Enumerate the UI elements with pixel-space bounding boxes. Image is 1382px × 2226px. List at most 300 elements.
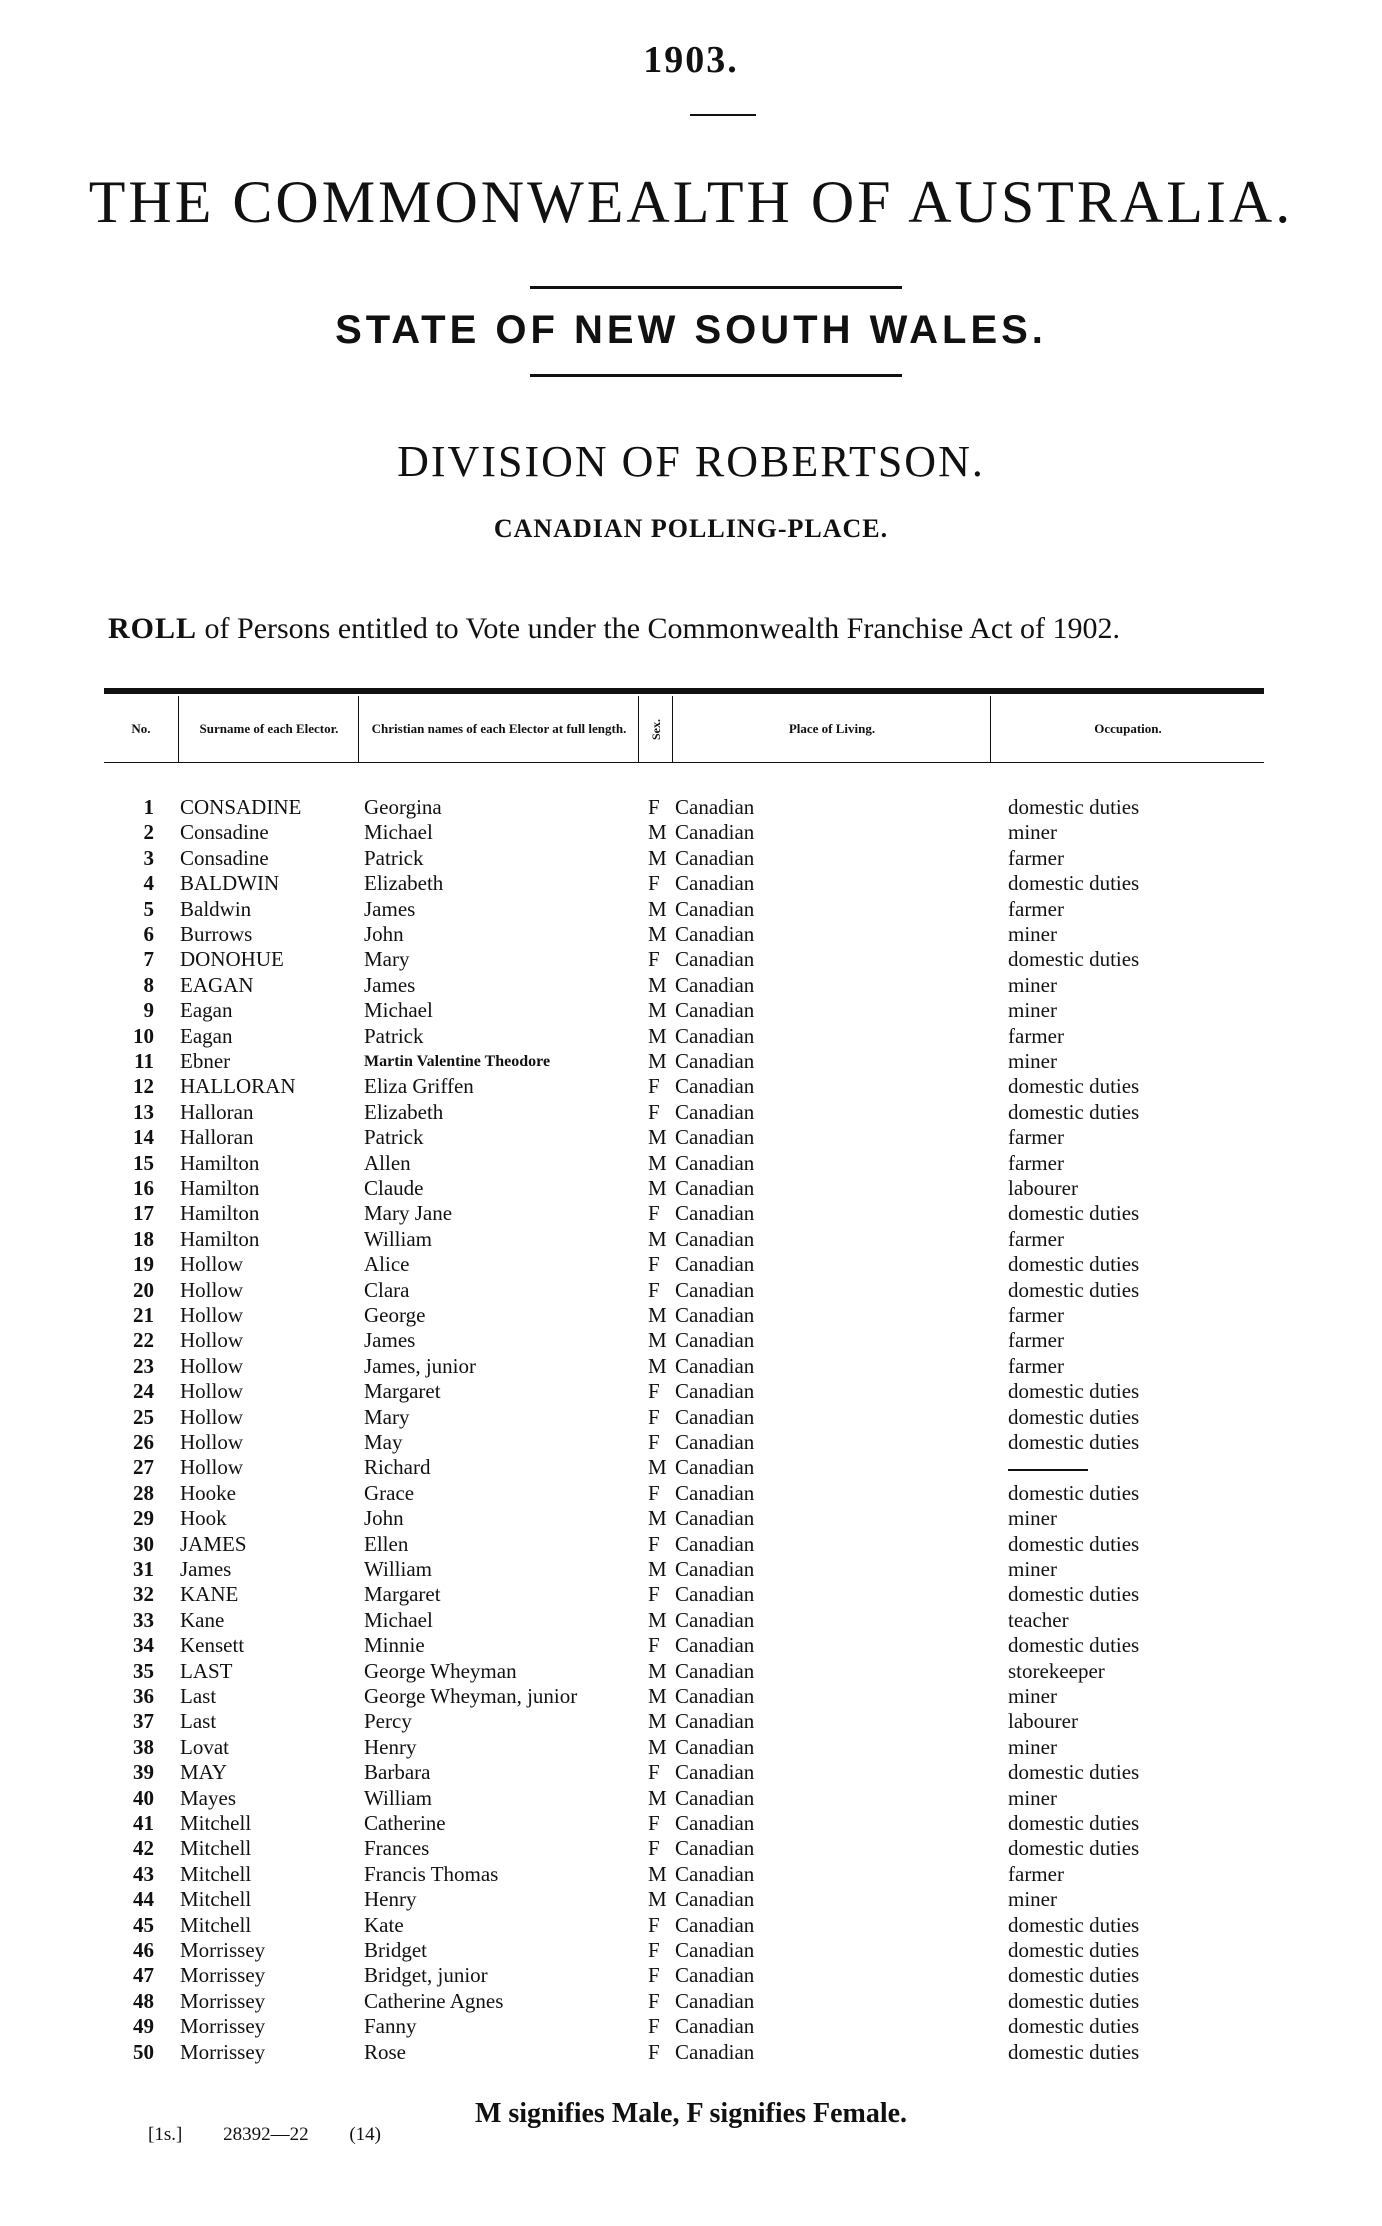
cell-place: Canadian bbox=[675, 1404, 755, 1429]
table-row bbox=[0, 1913, 1382, 1938]
cell-number: 34 bbox=[133, 1633, 154, 1658]
cell-number: 16 bbox=[133, 1176, 154, 1200]
cell-surname: Mitchell bbox=[180, 1861, 252, 1886]
cell-christian-names: Richard bbox=[364, 1455, 431, 1480]
cell-surname: Mitchell bbox=[180, 1811, 252, 1835]
cell-christian-names: Mary bbox=[364, 1404, 410, 1429]
cell-christian-names: Percy bbox=[364, 1709, 412, 1734]
year-heading: 1903. bbox=[643, 39, 739, 81]
cell-occupation: farmer bbox=[1008, 1353, 1064, 1378]
table-row bbox=[0, 1963, 1382, 1988]
cell-place: Canadian bbox=[675, 1480, 755, 1505]
cell-sex: M bbox=[648, 972, 667, 997]
cell-place: Canadian bbox=[675, 845, 755, 870]
cell-surname: Hamilton bbox=[180, 1201, 260, 1226]
cell-occupation: domestic duties bbox=[1008, 2014, 1140, 2039]
divider-rule bbox=[530, 286, 902, 289]
cell-christian-names: Elizabeth bbox=[364, 1099, 444, 1124]
roll-description bbox=[108, 612, 1268, 646]
cell-number: 47 bbox=[133, 1963, 154, 1988]
cell-sex: M bbox=[648, 1353, 667, 1378]
cell-occupation: miner bbox=[1008, 1785, 1057, 1810]
cell-sex: F bbox=[648, 1201, 660, 1226]
table-row bbox=[0, 1811, 1382, 1836]
cell-number: 41 bbox=[133, 1811, 154, 1835]
cell-occupation: miner bbox=[1008, 998, 1057, 1023]
cell-place: Canadian bbox=[675, 1049, 755, 1073]
cell-occupation: farmer bbox=[1008, 1023, 1064, 1048]
cell-surname: Morrissey bbox=[180, 2039, 266, 2064]
table-row bbox=[0, 1557, 1382, 1582]
cell-christian-names: Kate bbox=[364, 1912, 404, 1937]
cell-number: 7 bbox=[143, 947, 154, 972]
cell-place: Canadian bbox=[675, 1252, 755, 1277]
roll-word: ROLL bbox=[108, 612, 198, 645]
cell-christian-names: Margaret bbox=[364, 1582, 441, 1607]
cell-place: Canadian bbox=[675, 1988, 755, 2013]
cell-christian-names: Elizabeth bbox=[364, 871, 444, 896]
cell-sex: M bbox=[648, 1506, 667, 1531]
cell-occupation: domestic duties bbox=[1008, 1074, 1140, 1099]
cell-occupation: domestic duties bbox=[1008, 1633, 1140, 1658]
cell-sex: M bbox=[648, 1125, 667, 1150]
sex-legend: M signifies Male, F signifies Female. bbox=[474, 2098, 908, 2129]
cell-place: Canadian bbox=[675, 1176, 755, 1200]
cell-number: 5 bbox=[143, 896, 154, 921]
cell-occupation: domestic duties bbox=[1008, 1277, 1140, 1302]
cell-christian-names: Mary Jane bbox=[364, 1201, 453, 1226]
cell-occupation: domestic duties bbox=[1008, 1938, 1140, 1962]
table-row bbox=[0, 1582, 1382, 1607]
table-row bbox=[0, 1227, 1382, 1252]
table-top-rule bbox=[104, 688, 1264, 694]
column-header-surname: Surname of each Elector. bbox=[178, 696, 359, 762]
cell-number: 2 bbox=[143, 820, 154, 845]
cell-occupation: domestic duties bbox=[1008, 1531, 1140, 1556]
table-row bbox=[0, 1989, 1382, 2014]
cell-sex: F bbox=[648, 1277, 660, 1302]
cell-place: Canadian bbox=[675, 1277, 755, 1302]
table-row bbox=[0, 1455, 1382, 1480]
table-row bbox=[0, 795, 1382, 820]
cell-place: Canadian bbox=[675, 2014, 755, 2039]
table-row bbox=[0, 1709, 1382, 1734]
cell-number: 13 bbox=[133, 1099, 154, 1124]
cell-number: 38 bbox=[133, 1734, 154, 1759]
table-row bbox=[0, 1252, 1382, 1277]
cell-surname: Morrissey bbox=[180, 1938, 266, 1962]
cell-occupation: domestic duties bbox=[1008, 1252, 1140, 1277]
cell-occupation: domestic duties bbox=[1008, 1988, 1140, 2013]
cell-surname: Mitchell bbox=[180, 1887, 252, 1912]
column-header-no: No. bbox=[131, 721, 151, 736]
cell-number: 9 bbox=[143, 998, 154, 1023]
table-row bbox=[0, 973, 1382, 998]
cell-number: 32 bbox=[133, 1582, 154, 1607]
state-heading: STATE OF NEW SOUTH WALES. bbox=[335, 308, 1047, 352]
cell-occupation: domestic duties bbox=[1008, 1811, 1140, 1835]
cell-surname: Hollow bbox=[180, 1379, 243, 1404]
cell-number: 24 bbox=[133, 1379, 154, 1404]
cell-sex: F bbox=[648, 1582, 660, 1607]
cell-sex: F bbox=[648, 2014, 660, 2039]
table-row bbox=[0, 947, 1382, 972]
cell-place: Canadian bbox=[675, 1430, 755, 1454]
cell-surname: Halloran bbox=[180, 1099, 254, 1124]
cell-surname: Hollow bbox=[180, 1277, 243, 1302]
cell-christian-names: Ellen bbox=[364, 1531, 409, 1556]
cell-occupation: miner bbox=[1008, 1557, 1057, 1581]
cell-occupation: domestic duties bbox=[1008, 947, 1140, 972]
cell-place: Canadian bbox=[675, 1912, 755, 1937]
cell-surname: Consadine bbox=[180, 820, 269, 845]
cell-surname: Ebner bbox=[180, 1049, 231, 1073]
cell-occupation: miner bbox=[1008, 922, 1057, 946]
cell-surname: Consadine bbox=[180, 845, 269, 870]
cell-number: 26 bbox=[133, 1430, 154, 1454]
cell-number: 29 bbox=[133, 1506, 154, 1531]
cell-occupation: miner bbox=[1008, 1734, 1057, 1759]
cell-occupation: domestic duties bbox=[1008, 1963, 1140, 1988]
table-row bbox=[0, 897, 1382, 922]
cell-sex: F bbox=[648, 1963, 660, 1988]
cell-sex: M bbox=[648, 922, 667, 946]
cell-christian-names: Francis Thomas bbox=[364, 1861, 499, 1886]
cell-place: Canadian bbox=[675, 1150, 755, 1175]
cell-sex: M bbox=[648, 1328, 667, 1353]
cell-place: Canadian bbox=[675, 1709, 755, 1734]
cell-number: 48 bbox=[133, 1988, 154, 2013]
cell-number: 39 bbox=[133, 1760, 154, 1785]
cell-christian-names: Michael bbox=[364, 820, 433, 845]
cell-place: Canadian bbox=[675, 1074, 755, 1099]
cell-place: Canadian bbox=[675, 1353, 755, 1378]
cell-number: 45 bbox=[133, 1912, 154, 1937]
cell-surname: Hooke bbox=[180, 1480, 236, 1505]
table-row bbox=[0, 1430, 1382, 1455]
table-row bbox=[0, 1100, 1382, 1125]
cell-occupation: storekeeper bbox=[1008, 1658, 1105, 1683]
cell-sex: M bbox=[648, 1734, 667, 1759]
table-row bbox=[0, 1405, 1382, 1430]
cell-occupation: domestic duties bbox=[1008, 1760, 1140, 1785]
cell-occupation: domestic duties bbox=[1008, 871, 1140, 896]
cell-place: Canadian bbox=[675, 972, 755, 997]
cell-number: 46 bbox=[133, 1938, 154, 1962]
cell-number: 36 bbox=[133, 1684, 154, 1708]
cell-occupation: miner bbox=[1008, 972, 1057, 997]
cell-surname: Hamilton bbox=[180, 1226, 260, 1251]
cell-sex: M bbox=[648, 1150, 667, 1175]
cell-place: Canadian bbox=[675, 1938, 755, 1962]
table-row bbox=[0, 1379, 1382, 1404]
printer-ref-price: [1s.] bbox=[148, 2124, 183, 2145]
cell-number: 37 bbox=[133, 1709, 154, 1734]
cell-sex: F bbox=[648, 1099, 660, 1124]
table-row bbox=[0, 2014, 1382, 2039]
cell-surname: Hollow bbox=[180, 1404, 243, 1429]
table-row bbox=[0, 1608, 1382, 1633]
cell-number: 3 bbox=[143, 845, 154, 870]
cell-surname: JAMES bbox=[180, 1531, 247, 1556]
cell-number: 6 bbox=[143, 922, 154, 946]
cell-place: Canadian bbox=[675, 1303, 755, 1327]
cell-number: 4 bbox=[143, 871, 154, 896]
cell-place: Canadian bbox=[675, 1328, 755, 1353]
cell-christian-names: Martin Valentine Theodore bbox=[364, 1053, 551, 1070]
cell-occupation: farmer bbox=[1008, 1150, 1064, 1175]
table-row bbox=[0, 1201, 1382, 1226]
cell-number: 14 bbox=[133, 1125, 154, 1150]
cell-surname: Morrissey bbox=[180, 1963, 266, 1988]
cell-place: Canadian bbox=[675, 1963, 755, 1988]
cell-place: Canadian bbox=[675, 1379, 755, 1404]
cell-surname: LAST bbox=[180, 1658, 233, 1683]
cell-number: 30 bbox=[133, 1531, 154, 1556]
table-row bbox=[0, 1532, 1382, 1557]
divider-rule bbox=[530, 374, 902, 377]
table-row bbox=[0, 1074, 1382, 1099]
cell-sex: F bbox=[648, 1811, 660, 1835]
cell-christian-names: Grace bbox=[364, 1480, 415, 1505]
cell-sex: F bbox=[648, 1531, 660, 1556]
cell-number: 44 bbox=[133, 1887, 154, 1912]
cell-sex: M bbox=[648, 998, 667, 1023]
cell-christian-names: Clara bbox=[364, 1277, 410, 1302]
cell-sex: M bbox=[648, 1887, 667, 1912]
cell-christian-names: Eliza Griffen bbox=[364, 1074, 474, 1099]
cell-occupation: domestic duties bbox=[1008, 1201, 1140, 1226]
cell-surname: DONOHUE bbox=[180, 947, 284, 972]
cell-place: Canadian bbox=[675, 820, 755, 845]
cell-surname: Mitchell bbox=[180, 1836, 252, 1861]
cell-sex: M bbox=[648, 1684, 667, 1708]
cell-sex: M bbox=[648, 1226, 667, 1251]
cell-number: 21 bbox=[133, 1303, 154, 1327]
cell-christian-names: George Wheyman, junior bbox=[364, 1684, 578, 1708]
cell-christian-names: James bbox=[364, 1328, 416, 1353]
cell-surname: Hook bbox=[180, 1506, 227, 1531]
cell-place: Canadian bbox=[675, 1861, 755, 1886]
cell-occupation: domestic duties bbox=[1008, 1480, 1140, 1505]
cell-place: Canadian bbox=[675, 1760, 755, 1785]
table-row bbox=[0, 922, 1382, 947]
cell-sex: F bbox=[648, 1633, 660, 1658]
cell-place: Canadian bbox=[675, 1684, 755, 1708]
cell-sex: F bbox=[648, 1430, 660, 1454]
cell-christian-names: Mary bbox=[364, 947, 410, 972]
cell-occupation: farmer bbox=[1008, 896, 1064, 921]
cell-occupation: farmer bbox=[1008, 1328, 1064, 1353]
cell-christian-names: Henry bbox=[364, 1887, 417, 1912]
cell-place: Canadian bbox=[675, 1607, 755, 1632]
cell-occupation: labourer bbox=[1008, 1176, 1078, 1200]
table-row bbox=[0, 846, 1382, 871]
cell-surname: Kensett bbox=[180, 1633, 245, 1658]
table-row bbox=[0, 1506, 1382, 1531]
printer-reference bbox=[148, 2124, 417, 2146]
table-row bbox=[0, 1328, 1382, 1353]
cell-christian-names: Bridget, junior bbox=[364, 1963, 488, 1988]
cell-surname: Baldwin bbox=[180, 896, 252, 921]
cell-christian-names: James bbox=[364, 972, 416, 997]
table-row bbox=[0, 1786, 1382, 1811]
cell-number: 42 bbox=[133, 1836, 154, 1861]
cell-surname: EAGAN bbox=[180, 972, 254, 997]
table-row bbox=[0, 1303, 1382, 1328]
cell-surname: Hollow bbox=[180, 1430, 243, 1454]
cell-sex: F bbox=[648, 1480, 660, 1505]
cell-number: 15 bbox=[133, 1150, 154, 1175]
cell-sex: M bbox=[648, 1709, 667, 1734]
cell-occupation: domestic duties bbox=[1008, 1404, 1140, 1429]
cell-christian-names: Alice bbox=[364, 1252, 410, 1277]
cell-sex: F bbox=[648, 1938, 660, 1962]
printer-ref-number: 28392—22 bbox=[223, 2124, 309, 2145]
cell-place: Canadian bbox=[675, 1531, 755, 1556]
cell-number: 28 bbox=[133, 1480, 154, 1505]
cell-occupation: farmer bbox=[1008, 1303, 1064, 1327]
cell-surname: Burrows bbox=[180, 922, 253, 946]
table-header bbox=[104, 696, 1264, 763]
cell-sex: M bbox=[648, 1049, 667, 1073]
cell-place: Canadian bbox=[675, 947, 755, 972]
cell-occupation: domestic duties bbox=[1008, 1582, 1140, 1607]
cell-number: 11 bbox=[134, 1049, 154, 1073]
cell-sex: F bbox=[648, 1404, 660, 1429]
cell-number: 10 bbox=[133, 1023, 154, 1048]
cell-christian-names: George Wheyman bbox=[364, 1658, 517, 1683]
cell-place: Canadian bbox=[675, 1785, 755, 1810]
cell-sex: F bbox=[648, 795, 660, 819]
cell-place: Canadian bbox=[675, 1734, 755, 1759]
cell-place: Canadian bbox=[675, 795, 755, 819]
cell-occupation bbox=[1008, 1455, 1088, 1480]
cell-surname: Mayes bbox=[180, 1785, 236, 1810]
cell-surname: Eagan bbox=[180, 998, 233, 1023]
cell-place: Canadian bbox=[675, 1226, 755, 1251]
cell-christian-names: Patrick bbox=[364, 1125, 424, 1150]
cell-occupation: domestic duties bbox=[1008, 1379, 1140, 1404]
cell-place: Canadian bbox=[675, 1887, 755, 1912]
cell-surname: Hollow bbox=[180, 1455, 243, 1480]
cell-christian-names: John bbox=[364, 922, 404, 946]
cell-surname: Hollow bbox=[180, 1252, 243, 1277]
cell-sex: M bbox=[648, 820, 667, 845]
cell-christian-names: Rose bbox=[364, 2039, 406, 2064]
cell-surname: Halloran bbox=[180, 1125, 254, 1150]
cell-occupation: farmer bbox=[1008, 845, 1064, 870]
cell-christian-names: Henry bbox=[364, 1734, 417, 1759]
cell-number: 43 bbox=[133, 1861, 154, 1886]
cell-christian-names: Catherine bbox=[364, 1811, 446, 1835]
cell-place: Canadian bbox=[675, 1633, 755, 1658]
cell-sex: M bbox=[648, 896, 667, 921]
cell-occupation: farmer bbox=[1008, 1861, 1064, 1886]
cell-place: Canadian bbox=[675, 1811, 755, 1835]
table-row bbox=[0, 1938, 1382, 1963]
cell-occupation: domestic duties bbox=[1008, 795, 1140, 819]
table-row bbox=[0, 1278, 1382, 1303]
cell-sex: M bbox=[648, 1861, 667, 1886]
cell-surname: Mitchell bbox=[180, 1912, 252, 1937]
table-row bbox=[0, 1887, 1382, 1912]
cell-christian-names: May bbox=[364, 1430, 403, 1454]
table-row bbox=[0, 820, 1382, 845]
cell-christian-names: Catherine Agnes bbox=[364, 1988, 504, 2013]
column-header-occupation: Occupation. bbox=[990, 696, 1265, 762]
cell-surname: Kane bbox=[180, 1607, 225, 1632]
cell-christian-names: Patrick bbox=[364, 845, 424, 870]
table-row bbox=[0, 1836, 1382, 1861]
cell-number: 25 bbox=[133, 1404, 154, 1429]
cell-christian-names: William bbox=[364, 1557, 432, 1581]
cell-place: Canadian bbox=[675, 1099, 755, 1124]
table-row bbox=[0, 1125, 1382, 1150]
cell-place: Canadian bbox=[675, 922, 755, 946]
cell-surname: HALLORAN bbox=[180, 1074, 296, 1099]
cell-sex: F bbox=[648, 1836, 660, 1861]
cell-surname: Eagan bbox=[180, 1023, 233, 1048]
cell-christian-names: Georgina bbox=[364, 795, 442, 819]
page-title: THE COMMONWEALTH OF AUSTRALIA. bbox=[88, 169, 1294, 235]
cell-sex: F bbox=[648, 1379, 660, 1404]
table-row bbox=[0, 1176, 1382, 1201]
cell-sex: M bbox=[648, 1607, 667, 1632]
cell-number: 35 bbox=[133, 1658, 154, 1683]
cell-sex: M bbox=[648, 1176, 667, 1200]
cell-number: 18 bbox=[133, 1226, 154, 1251]
cell-surname: Morrissey bbox=[180, 2014, 266, 2039]
cell-number: 33 bbox=[133, 1607, 154, 1632]
cell-sex: M bbox=[648, 845, 667, 870]
cell-place: Canadian bbox=[675, 1201, 755, 1226]
column-header-place: Place of Living. bbox=[672, 696, 991, 762]
cell-occupation: miner bbox=[1008, 1506, 1057, 1531]
cell-surname: Last bbox=[180, 1684, 217, 1708]
column-header-sex-label: Sex. bbox=[649, 718, 663, 740]
cell-occupation: miner bbox=[1008, 1049, 1057, 1073]
table-row bbox=[0, 2040, 1382, 2065]
cell-surname: Hamilton bbox=[180, 1176, 260, 1200]
cell-sex: M bbox=[648, 1303, 667, 1327]
cell-sex: F bbox=[648, 1252, 660, 1277]
cell-christian-names: Barbara bbox=[364, 1760, 431, 1785]
cell-sex: F bbox=[648, 2039, 660, 2064]
cell-surname: James bbox=[180, 1557, 232, 1581]
cell-occupation: labourer bbox=[1008, 1709, 1078, 1734]
cell-place: Canadian bbox=[675, 1455, 755, 1480]
cell-occupation: domestic duties bbox=[1008, 1912, 1140, 1937]
cell-place: Canadian bbox=[675, 1125, 755, 1150]
cell-sex: F bbox=[648, 1074, 660, 1099]
cell-number: 31 bbox=[133, 1557, 154, 1581]
column-header-christian-names: Christian names of each Elector at full length. bbox=[358, 696, 639, 762]
cell-sex: M bbox=[648, 1023, 667, 1048]
cell-place: Canadian bbox=[675, 1506, 755, 1531]
cell-christian-names: Margaret bbox=[364, 1379, 441, 1404]
table-row bbox=[0, 1760, 1382, 1785]
table-row bbox=[0, 1481, 1382, 1506]
divider-rule bbox=[690, 114, 756, 116]
table-row bbox=[0, 1684, 1382, 1709]
table-row bbox=[0, 1862, 1382, 1887]
cell-sex: F bbox=[648, 1912, 660, 1937]
table-row bbox=[0, 998, 1382, 1023]
cell-occupation: domestic duties bbox=[1008, 2039, 1140, 2064]
cell-number: 40 bbox=[133, 1785, 154, 1810]
cell-surname: Hollow bbox=[180, 1328, 243, 1353]
